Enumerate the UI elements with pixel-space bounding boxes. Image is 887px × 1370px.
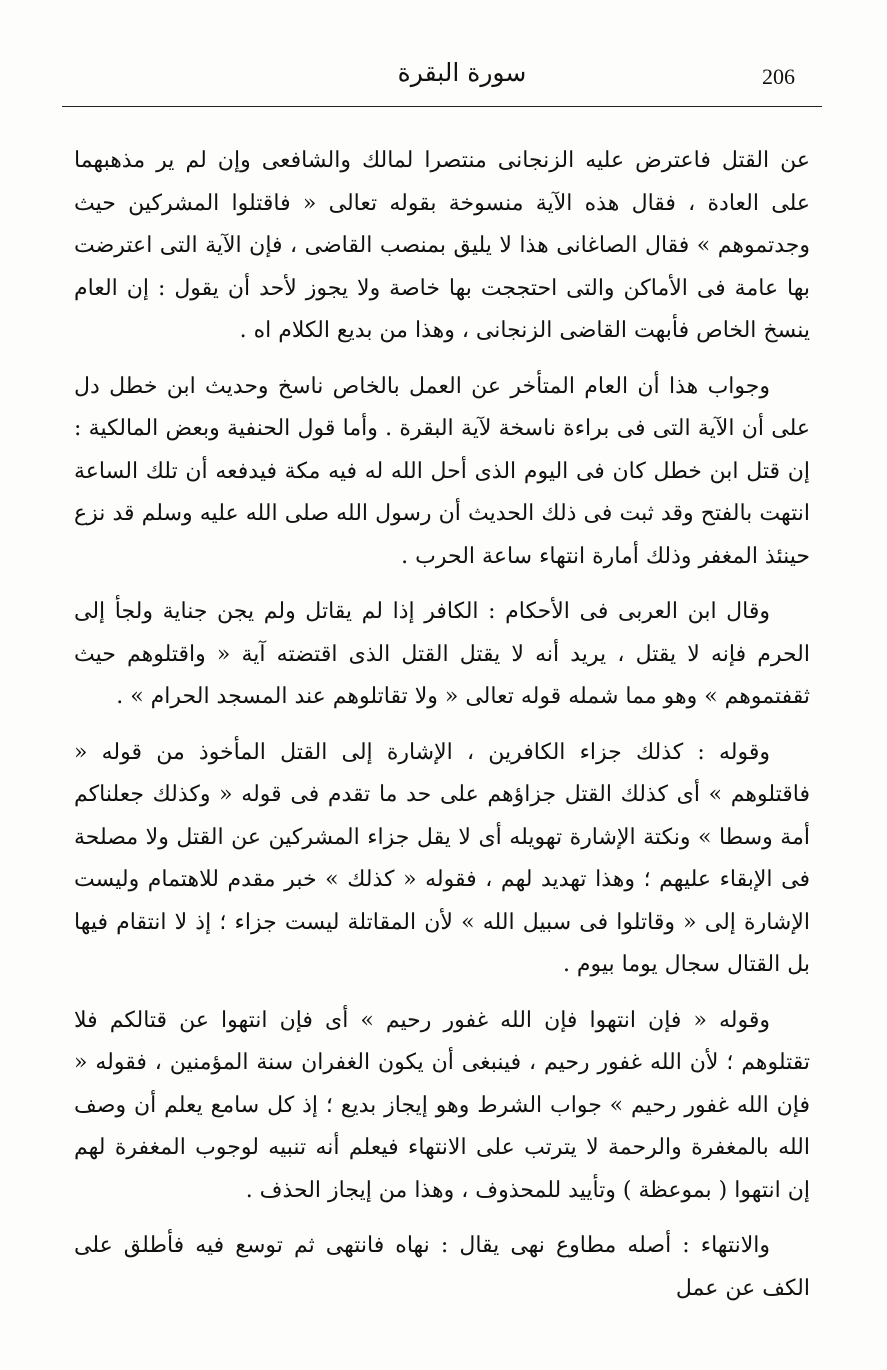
running-title: سورة البقرة <box>397 58 527 87</box>
body-text <box>74 140 810 1323</box>
paragraph: والانتهاء : أصله مطاوع نهى يقال : نهاه فانتهى ثم توسع فيه فأطلق على الكف عن عمل <box>74 1233 810 1301</box>
paragraph: عن القتل فاعترض عليه الزنجانى منتصرا لمالك والشافعى وإن لم ير مذهبهما على العادة ، فقال هذه الآية منسوخة بقوله تعالى « فاقتلوا المشركين حيث وجدتموهم » فقال الصاغانى هذا لا يليق بمنصب القاضى ، فإن الآية التى اعترضت بها عامة فى الأماكن والتى احتججت بها خاصة ولا يجوز لأحد أن يقول : إن العام ينسخ الخاص فأبهت القاضى الزنجانى ، وهذا من بديع الكلام اه . <box>74 148 810 343</box>
header-divider <box>62 106 822 107</box>
page-number: 206 <box>762 64 795 89</box>
paragraph: وقوله « فإن انتهوا فإن الله غفور رحيم » أى فإن انتهوا عن قتالكم فلا تقتلوهم ؛ لأن الله غفور رحيم ، فينبغى أن يكون الغفران سنة المؤمنين ، فقوله « فإن الله غفور رحيم » جواب الشرط وهو إيجاز بديع ؛ إذ كل سامع يعلم أن وصف الله بالمغفرة والرحمة لا يترتب على الانتهاء فيعلم أنه تنبيه لوجوب المغفرة لهم إن انتهوا ( بموعظة ) وتأييد للمحذوف ، وهذا من إيجاز الحذف . <box>74 1007 810 1203</box>
paragraph: وقوله : كذلك جزاء الكافرين ، الإشارة إلى القتل المأخوذ من قوله « فاقتلوهم » أى كذلك القتل جزاؤهم على حد ما تقدم فى قوله « وكذلك جعلناكم أمة وسطا » ونكتة الإشارة تهويله أى لا يقل جزاء المشركين عن القتل ولا مصلحة فى الإبقاء عليهم ؛ وهذا تهديد لهم ، فقوله « كذلك » خبر مقدم للاهتمام وليست الإشارة إلى « وقاتلوا فى سبيل الله » لأن المقاتلة ليست جزاء ؛ إذ لا انتقام فيها بل القتال سجال يوما بيوم . <box>74 739 810 977</box>
paragraph: وقال ابن العربى فى الأحكام : الكافر إذا لم يقاتل ولم يجن جناية ولجأ إلى الحرم فإنه لا يقتل ، يريد أنه لا يقتل القتل الذى اقتضته آية « واقتلوهم حيث ثقفتموهم » وهو مما شمله قوله تعالى « ولا تقاتلوهم عند المسجد الحرام » . <box>74 599 810 709</box>
page-header <box>62 56 822 104</box>
paragraph: وجواب هذا أن العام المتأخر عن العمل بالخاص ناسخ وحديث ابن خطل دل على أن الآية التى فى براءة ناسخة لآية البقرة . وأما قول الحنفية وبعض المالكية : إن قتل ابن خطل كان فى اليوم الذى أحل الله له فيه مكة فيدفعه أن تلك الساعة انتهت بالفتح وقد ثبت فى ذلك الحديث أن رسول الله صلى الله عليه وسلم قد نزع حينئذ المغفر وذلك أمارة انتهاء ساعة الحرب . <box>74 373 810 569</box>
